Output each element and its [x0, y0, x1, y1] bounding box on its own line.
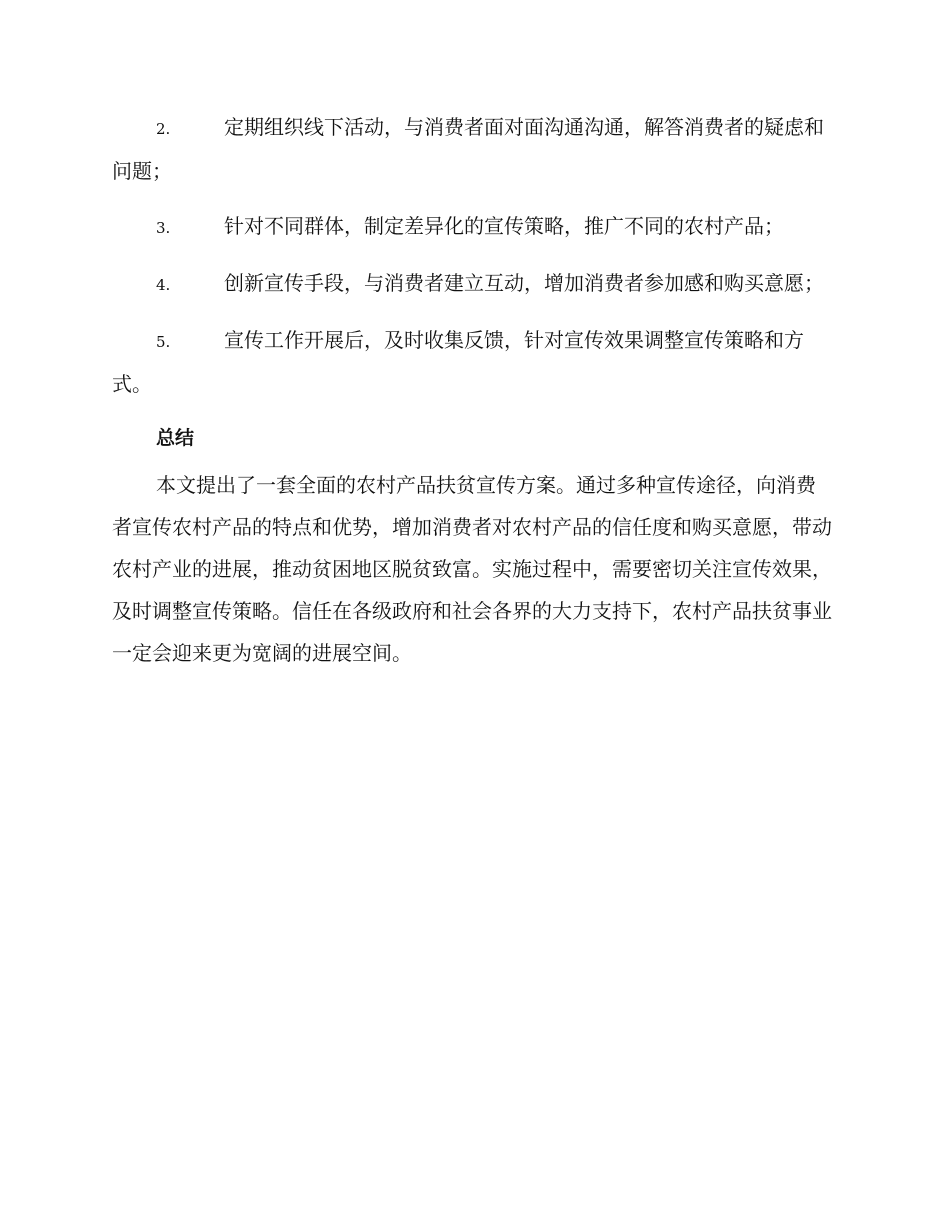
list-item-2: [112, 106, 832, 192]
list-item-3: [112, 205, 832, 249]
list-item-text: 创新宣传手段，与消费者建立互动，增加消费者参加感和购买意愿；: [224, 271, 824, 295]
list-item-5: [112, 319, 832, 405]
list-item-text: 宣传工作开展后，及时收集反馈，针对宣传效果调整宣传策略和方式。: [112, 328, 804, 396]
list-item-number: 4.: [156, 276, 171, 294]
summary-heading: 总结: [156, 427, 195, 449]
list-item-number: 2.: [156, 120, 171, 138]
document-content: [112, 106, 832, 674]
list-item-text: 针对不同群体，制定差异化的宣传策略，推广不同的农村产品；: [224, 214, 784, 238]
list-item-4: [112, 262, 832, 306]
list-item-number: 5.: [156, 333, 171, 351]
list-item-number: 3.: [156, 219, 171, 237]
list-item-text: 定期组织线下活动，与消费者面对面沟通沟通，解答消费者的疑虑和问题；: [112, 115, 824, 183]
summary-paragraph: 本文提出了一套全面的农村产品扶贫宣传方案。通过多种宣传途径，向消费者宣传农村产品的特点和优势，增加消费者对农村产品的信任度和购买意愿，带动农村产业的进展，推动贫困地区脱贫致富。实施过程中，需要密切关注宣传效果，及时调整宣传策略。信任在各级政府和社会各界的大力支持下，农村产品扶贫事业一定会迎来更为宽阔的进展空间。: [112, 473, 832, 665]
